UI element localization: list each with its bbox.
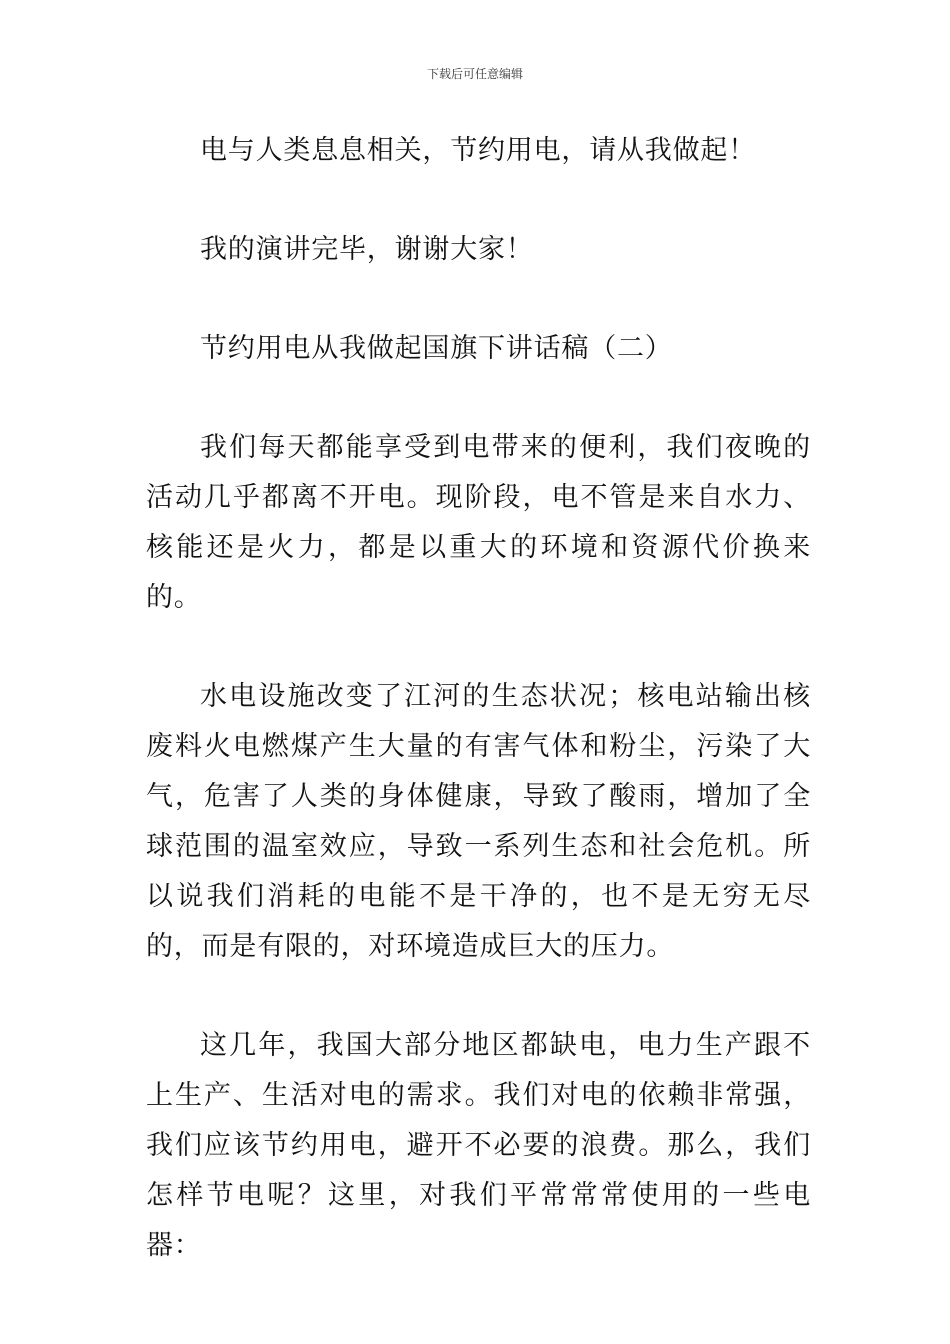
paragraph-electricity-convenience: 我们每天都能享受到电带来的便利，我们夜晚的活动几乎都离不开电。现阶段，电不管是来自水力、核能还是火力，都是以重大的环境和资源代价换来的。 [146, 432, 811, 613]
paragraph-closing-call: 电与人类息息相关，节约用电，请从我做起！ [200, 135, 756, 166]
paragraph-environmental-impact: 水电设施改变了江河的生态状况；核电站输出核废料火电燃煤产生大量的有害气体和粉尘，污染了大气，危害了人类的身体健康，导致了酸雨，增加了全球范围的温室效应，导致一系列生态和社会危机。所以说我们消耗的电能不是干净的，也不是无穷无尽的，而是有限的，对环境造成巨大的压力。 [146, 681, 811, 962]
paragraph-thanks: 我的演讲完毕，谢谢大家！ [200, 234, 534, 265]
section-title: 节约用电从我做起国旗下讲话稿（二） [200, 333, 673, 364]
header-note: 下载后可任意编辑 [426, 67, 523, 81]
paragraph-power-shortage: 这几年，我国大部分地区都缺电，电力生产跟不上生产、生活对电的需求。我们对电的依赖非常强，我们应该节约用电，避开不必要的浪费。那么，我们怎样节电呢？这里，对我们平常常常使用的一些电器： [146, 1030, 811, 1261]
document-body [146, 126, 811, 1271]
